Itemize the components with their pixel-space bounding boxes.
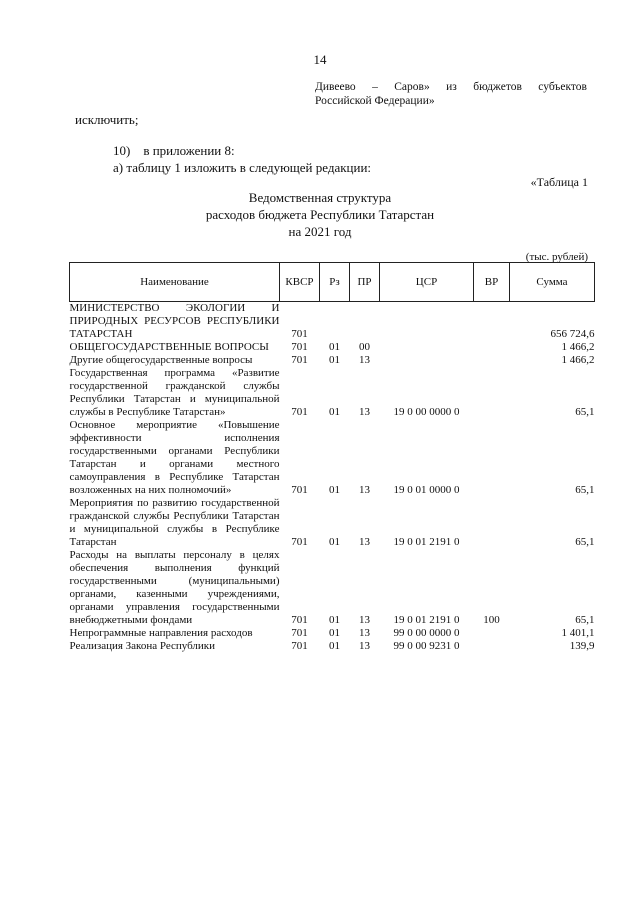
cell-sum: 1 466,2 xyxy=(561,341,595,353)
cell-csr xyxy=(380,341,474,354)
cell-csr: 19 0 01 2191 0 xyxy=(393,536,460,548)
title-line-3: на 2021 год xyxy=(288,224,352,239)
cell-sum: 1 401,1 xyxy=(561,627,595,639)
table-row xyxy=(70,640,595,653)
item-10: 10) в приложении 8: xyxy=(113,143,235,158)
header-rz: Рз xyxy=(320,263,350,302)
cell-rz: 01 xyxy=(329,536,340,548)
continuation-line-2: Российской Федерации» xyxy=(315,95,435,107)
cell-kvsr: 701 xyxy=(291,354,308,366)
cell-sum: 139,9 xyxy=(569,640,595,652)
continuation-word: из xyxy=(446,81,457,93)
continuation-word: – xyxy=(372,81,378,93)
cell-rz: 01 xyxy=(329,640,340,652)
header-name: Наименование xyxy=(70,263,280,302)
continuation-word: субъектов xyxy=(538,81,587,93)
cell-csr: 19 0 01 0000 0 xyxy=(393,484,460,496)
header-pr: ПР xyxy=(350,263,380,302)
cell-kvsr: 701 xyxy=(291,484,308,496)
cell-kvsr: 701 xyxy=(291,328,308,340)
cell-kvsr: 701 xyxy=(291,640,308,652)
cell-name: Основное мероприятие «Повышение эффективности исполнения государственными органами Республики Татарстан и органами местного самоуправления в Республике Татарстан возложенных на них полномочий» xyxy=(69,419,280,496)
cell-pr: 13 xyxy=(359,614,370,626)
continuation-word: бюджетов xyxy=(473,81,522,93)
continuation-text xyxy=(315,80,587,108)
cell-vr: 100 xyxy=(483,614,500,626)
cell-sum: 65,1 xyxy=(575,536,595,548)
table-row xyxy=(70,627,595,640)
cell-kvsr: 701 xyxy=(291,536,308,548)
table-row xyxy=(70,302,595,342)
cell-pr: 00 xyxy=(359,341,370,353)
cell-name: Другие общегосударственные вопросы xyxy=(69,354,253,366)
table-row xyxy=(70,367,595,419)
cell-csr: 19 0 00 0000 0 xyxy=(393,406,460,418)
cell-rz: 01 xyxy=(329,354,340,366)
continuation-line-1 xyxy=(315,80,587,94)
header-sum: Сумма xyxy=(510,263,595,302)
cell-vr xyxy=(474,354,510,367)
table-row xyxy=(70,419,595,497)
cell-name: Государственная программа «Развитие государственной гражданской службы Республики Татарстан и муниципальной службы в Республике Татарстан» xyxy=(69,367,280,418)
table-reference: «Таблица 1 xyxy=(530,175,588,189)
cell-csr: 19 0 01 2191 0 xyxy=(393,614,460,626)
cell-kvsr: 701 xyxy=(291,406,308,418)
cell-pr: 13 xyxy=(359,627,370,639)
cell-csr xyxy=(380,302,474,342)
cell-pr: 13 xyxy=(359,484,370,496)
cell-pr: 13 xyxy=(359,406,370,418)
cell-name: МИНИСТЕРСТВО ЭКОЛОГИИ И ПРИРОДНЫХ РЕСУРСОВ РЕСПУБЛИКИ ТАТАРСТАН xyxy=(69,302,280,340)
header-vr: ВР xyxy=(474,263,510,302)
cell-sum: 656 724,6 xyxy=(550,328,595,340)
cell-vr xyxy=(474,302,510,342)
cell-pr: 13 xyxy=(359,536,370,548)
cell-rz: 01 xyxy=(329,406,340,418)
budget-table xyxy=(69,262,595,653)
cell-rz: 01 xyxy=(329,614,340,626)
cell-sum: 65,1 xyxy=(575,484,595,496)
cell-name: Реализация Закона Республики xyxy=(69,640,216,652)
cell-csr: 99 0 00 0000 0 xyxy=(393,627,460,639)
exclude-text: исключить; xyxy=(75,112,139,127)
continuation-word: Саров» xyxy=(394,81,430,93)
table-row xyxy=(70,354,595,367)
cell-vr xyxy=(474,367,510,419)
continuation-word: Дивеево xyxy=(315,81,356,93)
cell-vr xyxy=(474,419,510,497)
cell-vr xyxy=(474,627,510,640)
cell-kvsr: 701 xyxy=(291,614,308,626)
cell-vr xyxy=(474,640,510,653)
table-header-row xyxy=(70,263,595,302)
cell-rz: 01 xyxy=(329,484,340,496)
header-kvsr: КВСР xyxy=(280,263,320,302)
cell-csr: 99 0 00 9231 0 xyxy=(393,640,460,652)
cell-name: Непрограммные направления расходов xyxy=(69,627,253,639)
title-line-1: Ведомственная структура xyxy=(248,190,392,205)
title-line-2: расходов бюджета Республики Татарстан xyxy=(205,207,435,222)
table-row xyxy=(70,549,595,627)
cell-pr xyxy=(350,302,380,342)
item-a: а) таблицу 1 изложить в следующей редакции: xyxy=(113,160,372,175)
cell-name: ОБЩЕГОСУДАРСТВЕННЫЕ ВОПРОСЫ xyxy=(69,341,269,353)
table-row xyxy=(70,341,595,354)
units-label: (тыс. рублей) xyxy=(525,251,588,263)
cell-csr xyxy=(380,354,474,367)
cell-rz xyxy=(320,302,350,342)
cell-pr: 13 xyxy=(359,354,370,366)
cell-rz: 01 xyxy=(329,627,340,639)
cell-vr xyxy=(474,497,510,549)
cell-kvsr: 701 xyxy=(291,341,308,353)
cell-kvsr: 701 xyxy=(291,627,308,639)
page-number: 14 xyxy=(313,52,327,67)
table-row xyxy=(70,497,595,549)
cell-vr xyxy=(474,341,510,354)
cell-name: Мероприятия по развитию государственной гражданской службы Республики Татарстан и муниципальной службы в Республике Татарстан xyxy=(69,497,280,548)
cell-rz: 01 xyxy=(329,341,340,353)
cell-name: Расходы на выплаты персоналу в целях обеспечения выполнения функций государственными (муниципальными) органами, казенными учреждениями, органами управления государственными внебюджетными фондами xyxy=(69,549,280,626)
cell-sum: 65,1 xyxy=(575,406,595,418)
document-title xyxy=(0,189,640,240)
cell-sum: 65,1 xyxy=(575,614,595,626)
header-csr: ЦСР xyxy=(380,263,474,302)
cell-sum: 1 466,2 xyxy=(561,354,595,366)
cell-pr: 13 xyxy=(359,640,370,652)
